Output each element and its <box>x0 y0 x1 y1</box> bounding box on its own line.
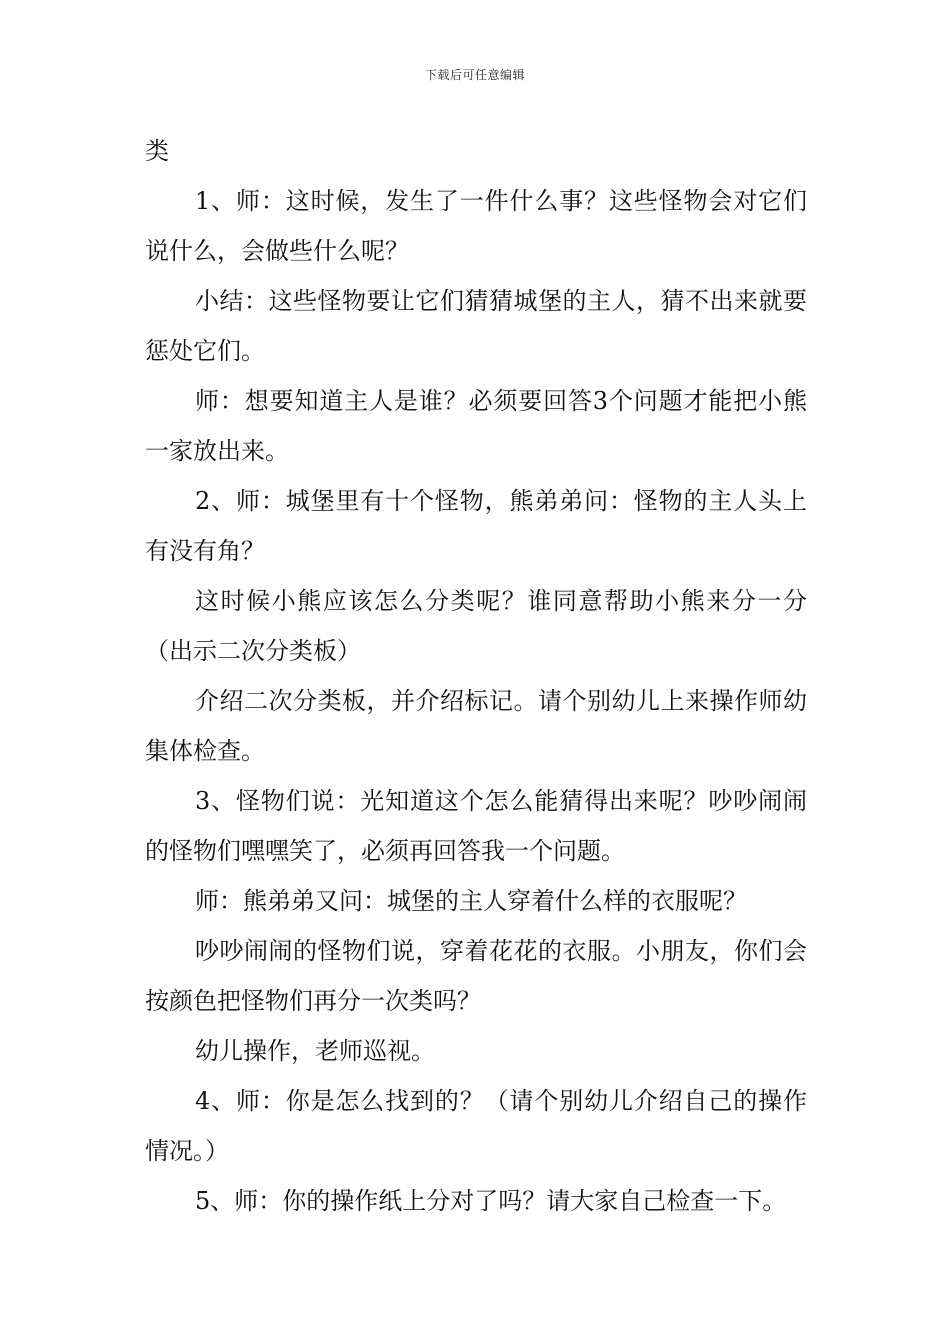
paragraph-5: 2、师：城堡里有十个怪物，熊弟弟问：怪物的主人头上有没有角？ <box>145 487 807 565</box>
paragraph-13: 5、师：你的操作纸上分对了吗？请大家自己检查一下。 <box>195 1187 787 1215</box>
paragraph-11: 幼儿操作，老师巡视。 <box>195 1037 435 1065</box>
paragraph-9: 师：熊弟弟又问：城堡的主人穿着什么样的衣服呢？ <box>195 887 747 915</box>
paragraph-1: 类 <box>145 137 169 165</box>
paragraph-4: 师：想要知道主人是谁？必须要回答3个问题才能把小熊一家放出来。 <box>145 387 807 465</box>
paragraph-2: 1、师：这时候，发生了一件什么事？这些怪物会对它们说什么，会做些什么呢？ <box>145 187 807 265</box>
paragraph-8: 3、怪物们说：光知道这个怎么能猜得出来呢？吵吵闹闹的怪物们嘿嘿笑了，必须再回答我一个问题。 <box>145 787 807 865</box>
paragraph-12: 4、师：你是怎么找到的？（请个别幼儿介绍自己的操作情况。） <box>145 1087 807 1165</box>
paragraph-6: 这时候小熊应该怎么分类呢？谁同意帮助小熊来分一分（出示二次分类板） <box>145 587 807 665</box>
document-body <box>145 126 807 1226</box>
paragraph-7: 介绍二次分类板，并介绍标记。请个别幼儿上来操作师幼集体检查。 <box>145 687 807 765</box>
page-header: 下载后可任意编辑 <box>424 68 525 82</box>
paragraph-3: 小结：这些怪物要让它们猜猜城堡的主人，猜不出来就要惩处它们。 <box>145 287 807 365</box>
paragraph-10: 吵吵闹闹的怪物们说，穿着花花的衣服。小朋友，你们会按颜色把怪物们再分一次类吗？ <box>145 937 807 1015</box>
